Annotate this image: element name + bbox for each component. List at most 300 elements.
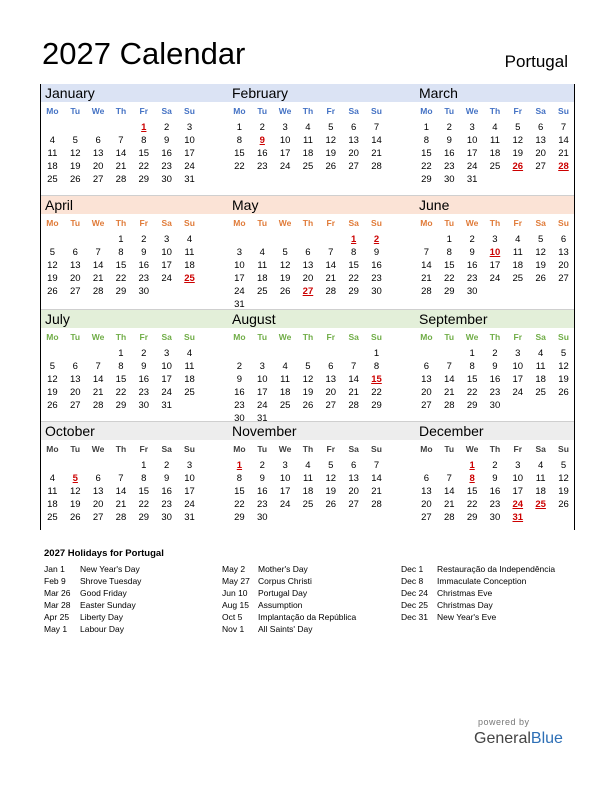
day-cell[interactable]: 17 <box>489 260 501 271</box>
day-cell[interactable]: 31 <box>256 413 268 424</box>
day-cell[interactable]: 17 <box>184 148 195 159</box>
day-cell[interactable]: 17 <box>466 148 478 159</box>
day-cell[interactable]: 22 <box>138 499 150 510</box>
day-cell[interactable]: 18 <box>47 499 58 510</box>
day-cell[interactable]: 12 <box>325 135 337 146</box>
day-cell[interactable]: 7 <box>95 361 101 372</box>
day-cell[interactable]: 6 <box>95 473 101 484</box>
day-cell[interactable]: 21 <box>92 273 104 284</box>
day-cell[interactable]: 15 <box>466 374 478 385</box>
day-cell[interactable]: 7 <box>328 247 334 258</box>
day-cell[interactable]: 24 <box>184 161 195 172</box>
day-cell[interactable]: 3 <box>186 122 193 133</box>
day-cell[interactable]: 19 <box>302 387 314 398</box>
day-cell[interactable]: 5 <box>537 234 544 245</box>
day-cell[interactable]: 17 <box>234 273 245 284</box>
day-cell[interactable]: 5 <box>282 247 288 258</box>
holiday-day-cell[interactable]: 1 <box>141 122 147 133</box>
day-cell[interactable]: 2 <box>163 122 170 133</box>
day-cell[interactable]: 18 <box>535 374 546 385</box>
day-cell[interactable]: 14 <box>115 148 127 159</box>
day-cell[interactable]: 20 <box>92 161 104 172</box>
day-cell[interactable]: 3 <box>163 234 170 245</box>
day-cell[interactable]: 22 <box>234 161 245 172</box>
day-cell[interactable]: 6 <box>350 122 357 133</box>
day-cell[interactable]: 30 <box>234 413 245 424</box>
day-cell[interactable]: 2 <box>469 234 475 245</box>
day-cell[interactable]: 10 <box>256 374 268 385</box>
day-cell[interactable]: 29 <box>348 286 359 297</box>
day-cell[interactable]: 15 <box>115 374 127 385</box>
day-cell[interactable]: 6 <box>72 361 78 372</box>
day-cell[interactable]: 23 <box>466 273 478 284</box>
day-cell[interactable]: 23 <box>256 499 268 510</box>
day-cell[interactable]: 8 <box>118 247 124 258</box>
day-cell[interactable]: 17 <box>512 374 524 385</box>
day-cell[interactable]: 24 <box>161 387 172 398</box>
day-cell[interactable]: 1 <box>118 348 124 359</box>
day-cell[interactable]: 31 <box>161 400 172 411</box>
day-cell[interactable]: 27 <box>69 286 81 297</box>
day-cell[interactable]: 15 <box>421 148 432 159</box>
day-cell[interactable]: 22 <box>115 387 127 398</box>
day-cell[interactable]: 2 <box>163 460 170 471</box>
day-cell[interactable]: 14 <box>443 486 455 497</box>
day-cell[interactable]: 16 <box>443 148 455 159</box>
day-cell[interactable]: 23 <box>489 499 501 510</box>
day-cell[interactable]: 2 <box>141 348 147 359</box>
day-cell[interactable]: 26 <box>279 286 291 297</box>
day-cell[interactable]: 27 <box>348 499 359 510</box>
day-cell[interactable]: 24 <box>161 273 172 284</box>
holiday-day-cell[interactable]: 10 <box>489 247 501 258</box>
day-cell[interactable]: 7 <box>350 361 357 372</box>
day-cell[interactable]: 13 <box>421 486 432 497</box>
day-cell[interactable]: 22 <box>348 273 359 284</box>
day-cell[interactable]: 7 <box>118 473 124 484</box>
day-cell[interactable]: 21 <box>92 387 104 398</box>
day-cell[interactable]: 27 <box>535 161 546 172</box>
day-cell[interactable]: 30 <box>161 512 172 523</box>
day-cell[interactable]: 26 <box>325 499 337 510</box>
day-cell[interactable]: 4 <box>282 361 288 372</box>
day-cell[interactable]: 21 <box>348 387 359 398</box>
day-cell[interactable]: 23 <box>443 161 455 172</box>
day-cell[interactable]: 10 <box>161 247 172 258</box>
day-cell[interactable]: 11 <box>280 374 291 385</box>
day-cell[interactable]: 13 <box>69 374 81 385</box>
day-cell[interactable]: 17 <box>512 486 524 497</box>
day-cell[interactable]: 8 <box>373 361 380 372</box>
day-cell[interactable]: 12 <box>325 473 337 484</box>
day-cell[interactable]: 29 <box>115 286 127 297</box>
day-cell[interactable]: 6 <box>423 361 430 372</box>
day-cell[interactable]: 14 <box>371 135 382 146</box>
day-cell[interactable]: 29 <box>443 286 455 297</box>
day-cell[interactable]: 11 <box>47 148 58 159</box>
day-cell[interactable]: 15 <box>443 260 455 271</box>
day-cell[interactable]: 30 <box>371 286 382 297</box>
day-cell[interactable]: 19 <box>558 374 569 385</box>
holiday-day-cell[interactable]: 1 <box>469 460 475 471</box>
day-cell[interactable]: 26 <box>47 286 58 297</box>
day-cell[interactable]: 13 <box>325 374 337 385</box>
day-cell[interactable]: 1 <box>423 122 430 133</box>
day-cell[interactable]: 25 <box>279 400 291 411</box>
day-cell[interactable]: 16 <box>489 374 501 385</box>
day-cell[interactable]: 4 <box>492 122 498 133</box>
day-cell[interactable]: 7 <box>446 361 452 372</box>
day-cell[interactable]: 4 <box>259 247 265 258</box>
day-cell[interactable]: 23 <box>138 273 150 284</box>
day-cell[interactable]: 3 <box>515 348 521 359</box>
day-cell[interactable]: 3 <box>186 460 193 471</box>
day-cell[interactable]: 20 <box>325 387 337 398</box>
day-cell[interactable]: 12 <box>279 260 291 271</box>
day-cell[interactable]: 24 <box>184 499 195 510</box>
day-cell[interactable]: 18 <box>512 260 524 271</box>
day-cell[interactable]: 4 <box>515 234 521 245</box>
day-cell[interactable]: 9 <box>469 247 475 258</box>
day-cell[interactable]: 12 <box>535 247 546 258</box>
day-cell[interactable]: 22 <box>115 273 127 284</box>
day-cell[interactable]: 19 <box>69 161 81 172</box>
day-cell[interactable]: 28 <box>325 286 337 297</box>
day-cell[interactable]: 18 <box>489 148 501 159</box>
holiday-day-cell[interactable]: 2 <box>373 234 380 245</box>
day-cell[interactable]: 6 <box>328 361 334 372</box>
day-cell[interactable]: 19 <box>325 148 337 159</box>
day-cell[interactable]: 25 <box>256 286 268 297</box>
day-cell[interactable]: 8 <box>350 247 357 258</box>
day-cell[interactable]: 23 <box>161 161 172 172</box>
day-cell[interactable]: 30 <box>256 512 268 523</box>
day-cell[interactable]: 10 <box>161 361 172 372</box>
day-cell[interactable]: 9 <box>141 361 147 372</box>
day-cell[interactable]: 24 <box>489 273 501 284</box>
day-cell[interactable]: 12 <box>47 260 58 271</box>
day-cell[interactable]: 23 <box>161 499 172 510</box>
day-cell[interactable]: 5 <box>560 348 567 359</box>
day-cell[interactable]: 12 <box>558 361 569 372</box>
day-cell[interactable]: 19 <box>69 499 81 510</box>
day-cell[interactable]: 5 <box>328 460 334 471</box>
day-cell[interactable]: 10 <box>184 473 195 484</box>
day-cell[interactable]: 9 <box>236 374 243 385</box>
day-cell[interactable]: 13 <box>535 135 546 146</box>
day-cell[interactable]: 2 <box>259 460 265 471</box>
day-cell[interactable]: 1 <box>373 348 380 359</box>
day-cell[interactable]: 25 <box>489 161 501 172</box>
day-cell[interactable]: 31 <box>466 174 478 185</box>
day-cell[interactable]: 27 <box>421 400 432 411</box>
day-cell[interactable]: 28 <box>443 400 455 411</box>
day-cell[interactable]: 8 <box>469 361 475 372</box>
day-cell[interactable]: 31 <box>184 174 195 185</box>
day-cell[interactable]: 18 <box>184 260 195 271</box>
day-cell[interactable]: 21 <box>558 148 569 159</box>
day-cell[interactable]: 9 <box>446 135 452 146</box>
day-cell[interactable]: 11 <box>184 247 195 258</box>
day-cell[interactable]: 14 <box>92 374 104 385</box>
day-cell[interactable]: 28 <box>115 512 127 523</box>
day-cell[interactable]: 25 <box>47 512 58 523</box>
day-cell[interactable]: 5 <box>515 122 521 133</box>
day-cell[interactable]: 15 <box>234 148 245 159</box>
day-cell[interactable]: 21 <box>115 161 127 172</box>
day-cell[interactable]: 26 <box>535 273 546 284</box>
day-cell[interactable]: 28 <box>371 161 382 172</box>
day-cell[interactable]: 6 <box>423 473 430 484</box>
day-cell[interactable]: 7 <box>373 460 380 471</box>
day-cell[interactable]: 26 <box>558 387 569 398</box>
day-cell[interactable]: 8 <box>236 135 243 146</box>
day-cell[interactable]: 15 <box>138 148 150 159</box>
day-cell[interactable]: 2 <box>141 234 147 245</box>
day-cell[interactable]: 19 <box>47 273 58 284</box>
day-cell[interactable]: 20 <box>421 387 432 398</box>
day-cell[interactable]: 2 <box>492 460 498 471</box>
day-cell[interactable]: 20 <box>558 260 569 271</box>
day-cell[interactable]: 16 <box>371 260 382 271</box>
day-cell[interactable]: 24 <box>279 161 291 172</box>
day-cell[interactable]: 4 <box>49 473 56 484</box>
day-cell[interactable]: 13 <box>421 374 432 385</box>
day-cell[interactable]: 22 <box>234 499 245 510</box>
day-cell[interactable]: 16 <box>256 148 268 159</box>
day-cell[interactable]: 14 <box>443 374 455 385</box>
day-cell[interactable]: 20 <box>92 499 104 510</box>
day-cell[interactable]: 23 <box>371 273 382 284</box>
day-cell[interactable]: 9 <box>492 361 498 372</box>
day-cell[interactable]: 20 <box>348 148 359 159</box>
day-cell[interactable]: 11 <box>47 486 58 497</box>
day-cell[interactable]: 4 <box>305 460 311 471</box>
day-cell[interactable]: 17 <box>279 148 291 159</box>
day-cell[interactable]: 10 <box>279 135 291 146</box>
day-cell[interactable]: 27 <box>421 512 432 523</box>
day-cell[interactable]: 24 <box>234 286 245 297</box>
day-cell[interactable]: 7 <box>118 135 124 146</box>
day-cell[interactable]: 13 <box>558 247 569 258</box>
day-cell[interactable]: 15 <box>138 486 150 497</box>
day-cell[interactable]: 20 <box>69 387 81 398</box>
day-cell[interactable]: 30 <box>443 174 455 185</box>
day-cell[interactable]: 16 <box>138 260 150 271</box>
day-cell[interactable]: 19 <box>325 486 337 497</box>
day-cell[interactable]: 17 <box>184 486 195 497</box>
day-cell[interactable]: 9 <box>141 247 147 258</box>
day-cell[interactable]: 7 <box>373 122 380 133</box>
day-cell[interactable]: 21 <box>371 486 382 497</box>
holiday-day-cell[interactable]: 25 <box>184 273 195 284</box>
holiday-day-cell[interactable]: 9 <box>259 135 265 146</box>
day-cell[interactable]: 8 <box>446 247 452 258</box>
day-cell[interactable]: 5 <box>328 122 334 133</box>
day-cell[interactable]: 13 <box>348 473 359 484</box>
day-cell[interactable]: 24 <box>279 499 291 510</box>
day-cell[interactable]: 25 <box>302 499 314 510</box>
day-cell[interactable]: 9 <box>373 247 380 258</box>
day-cell[interactable]: 12 <box>302 374 314 385</box>
day-cell[interactable]: 26 <box>69 512 81 523</box>
day-cell[interactable]: 19 <box>512 148 524 159</box>
holiday-day-cell[interactable]: 26 <box>512 161 524 172</box>
day-cell[interactable]: 14 <box>371 473 382 484</box>
day-cell[interactable]: 30 <box>138 286 150 297</box>
day-cell[interactable]: 7 <box>446 473 452 484</box>
day-cell[interactable]: 16 <box>161 148 172 159</box>
day-cell[interactable]: 20 <box>535 148 546 159</box>
day-cell[interactable]: 14 <box>348 374 359 385</box>
day-cell[interactable]: 16 <box>256 486 268 497</box>
day-cell[interactable]: 4 <box>49 135 56 146</box>
day-cell[interactable]: 19 <box>558 486 569 497</box>
day-cell[interactable]: 2 <box>236 361 243 372</box>
day-cell[interactable]: 4 <box>537 348 544 359</box>
day-cell[interactable]: 28 <box>92 286 104 297</box>
day-cell[interactable]: 13 <box>348 135 359 146</box>
day-cell[interactable]: 16 <box>466 260 478 271</box>
day-cell[interactable]: 4 <box>537 460 544 471</box>
day-cell[interactable]: 3 <box>163 348 170 359</box>
day-cell[interactable]: 14 <box>421 260 432 271</box>
holiday-day-cell[interactable]: 27 <box>302 286 314 297</box>
day-cell[interactable]: 11 <box>512 247 523 258</box>
day-cell[interactable]: 6 <box>72 247 78 258</box>
day-cell[interactable]: 29 <box>234 512 245 523</box>
day-cell[interactable]: 6 <box>537 122 544 133</box>
day-cell[interactable]: 22 <box>443 273 455 284</box>
day-cell[interactable]: 29 <box>138 174 150 185</box>
day-cell[interactable]: 11 <box>303 135 313 146</box>
day-cell[interactable]: 27 <box>558 273 569 284</box>
day-cell[interactable]: 13 <box>302 260 314 271</box>
day-cell[interactable]: 21 <box>443 499 455 510</box>
day-cell[interactable]: 11 <box>303 473 313 484</box>
day-cell[interactable]: 8 <box>423 135 430 146</box>
day-cell[interactable]: 14 <box>558 135 569 146</box>
day-cell[interactable]: 14 <box>92 260 104 271</box>
day-cell[interactable]: 12 <box>512 135 524 146</box>
holiday-day-cell[interactable]: 8 <box>469 473 475 484</box>
day-cell[interactable]: 26 <box>47 400 58 411</box>
day-cell[interactable]: 9 <box>163 135 170 146</box>
day-cell[interactable]: 29 <box>115 400 127 411</box>
holiday-day-cell[interactable]: 5 <box>72 473 78 484</box>
day-cell[interactable]: 29 <box>466 400 478 411</box>
day-cell[interactable]: 18 <box>535 486 546 497</box>
day-cell[interactable]: 18 <box>302 486 314 497</box>
day-cell[interactable]: 29 <box>421 174 432 185</box>
day-cell[interactable]: 26 <box>558 499 569 510</box>
day-cell[interactable]: 13 <box>92 148 104 159</box>
day-cell[interactable]: 2 <box>492 348 498 359</box>
day-cell[interactable]: 8 <box>236 473 243 484</box>
day-cell[interactable]: 15 <box>115 260 127 271</box>
day-cell[interactable]: 29 <box>466 512 478 523</box>
day-cell[interactable]: 6 <box>350 460 357 471</box>
day-cell[interactable]: 12 <box>558 473 569 484</box>
day-cell[interactable]: 27 <box>325 400 337 411</box>
day-cell[interactable]: 13 <box>92 486 104 497</box>
day-cell[interactable]: 24 <box>256 400 268 411</box>
day-cell[interactable]: 25 <box>512 273 524 284</box>
day-cell[interactable]: 1 <box>141 460 147 471</box>
day-cell[interactable]: 20 <box>348 486 359 497</box>
day-cell[interactable]: 21 <box>371 148 382 159</box>
day-cell[interactable]: 4 <box>186 234 193 245</box>
day-cell[interactable]: 6 <box>305 247 311 258</box>
day-cell[interactable]: 19 <box>279 273 291 284</box>
day-cell[interactable]: 9 <box>259 473 265 484</box>
day-cell[interactable]: 11 <box>535 473 546 484</box>
day-cell[interactable]: 22 <box>466 499 478 510</box>
day-cell[interactable]: 3 <box>469 122 475 133</box>
day-cell[interactable]: 7 <box>423 247 430 258</box>
day-cell[interactable]: 27 <box>92 512 104 523</box>
day-cell[interactable]: 12 <box>69 148 81 159</box>
day-cell[interactable]: 17 <box>256 387 268 398</box>
day-cell[interactable]: 1 <box>236 122 243 133</box>
day-cell[interactable]: 29 <box>138 512 150 523</box>
day-cell[interactable]: 5 <box>49 361 56 372</box>
day-cell[interactable]: 7 <box>95 247 101 258</box>
day-cell[interactable]: 20 <box>302 273 314 284</box>
day-cell[interactable]: 10 <box>234 260 245 271</box>
day-cell[interactable]: 25 <box>184 387 195 398</box>
holiday-day-cell[interactable]: 24 <box>512 499 524 510</box>
day-cell[interactable]: 30 <box>489 400 501 411</box>
day-cell[interactable]: 30 <box>138 400 150 411</box>
day-cell[interactable]: 2 <box>446 122 452 133</box>
holiday-day-cell[interactable]: 31 <box>512 512 524 523</box>
day-cell[interactable]: 18 <box>256 273 268 284</box>
day-cell[interactable]: 5 <box>49 247 56 258</box>
day-cell[interactable]: 16 <box>234 387 245 398</box>
holiday-day-cell[interactable]: 15 <box>371 374 382 385</box>
day-cell[interactable]: 18 <box>184 374 195 385</box>
day-cell[interactable]: 6 <box>95 135 101 146</box>
day-cell[interactable]: 21 <box>421 273 432 284</box>
day-cell[interactable]: 15 <box>234 486 245 497</box>
day-cell[interactable]: 11 <box>535 361 546 372</box>
day-cell[interactable]: 31 <box>184 512 195 523</box>
day-cell[interactable]: 25 <box>302 161 314 172</box>
day-cell[interactable]: 11 <box>184 361 195 372</box>
day-cell[interactable]: 14 <box>115 486 127 497</box>
day-cell[interactable]: 21 <box>115 499 127 510</box>
day-cell[interactable]: 17 <box>161 374 172 385</box>
day-cell[interactable]: 10 <box>466 135 478 146</box>
day-cell[interactable]: 22 <box>466 387 478 398</box>
day-cell[interactable]: 17 <box>161 260 172 271</box>
day-cell[interactable]: 19 <box>535 260 546 271</box>
day-cell[interactable]: 8 <box>141 473 147 484</box>
day-cell[interactable]: 18 <box>302 148 314 159</box>
day-cell[interactable]: 10 <box>512 473 524 484</box>
day-cell[interactable]: 11 <box>490 135 500 146</box>
day-cell[interactable]: 12 <box>69 486 81 497</box>
day-cell[interactable]: 5 <box>560 460 567 471</box>
day-cell[interactable]: 23 <box>234 400 245 411</box>
day-cell[interactable]: 28 <box>115 174 127 185</box>
day-cell[interactable]: 22 <box>138 161 150 172</box>
day-cell[interactable]: 7 <box>560 122 567 133</box>
day-cell[interactable]: 13 <box>69 260 81 271</box>
day-cell[interactable]: 16 <box>489 486 501 497</box>
day-cell[interactable]: 10 <box>184 135 195 146</box>
